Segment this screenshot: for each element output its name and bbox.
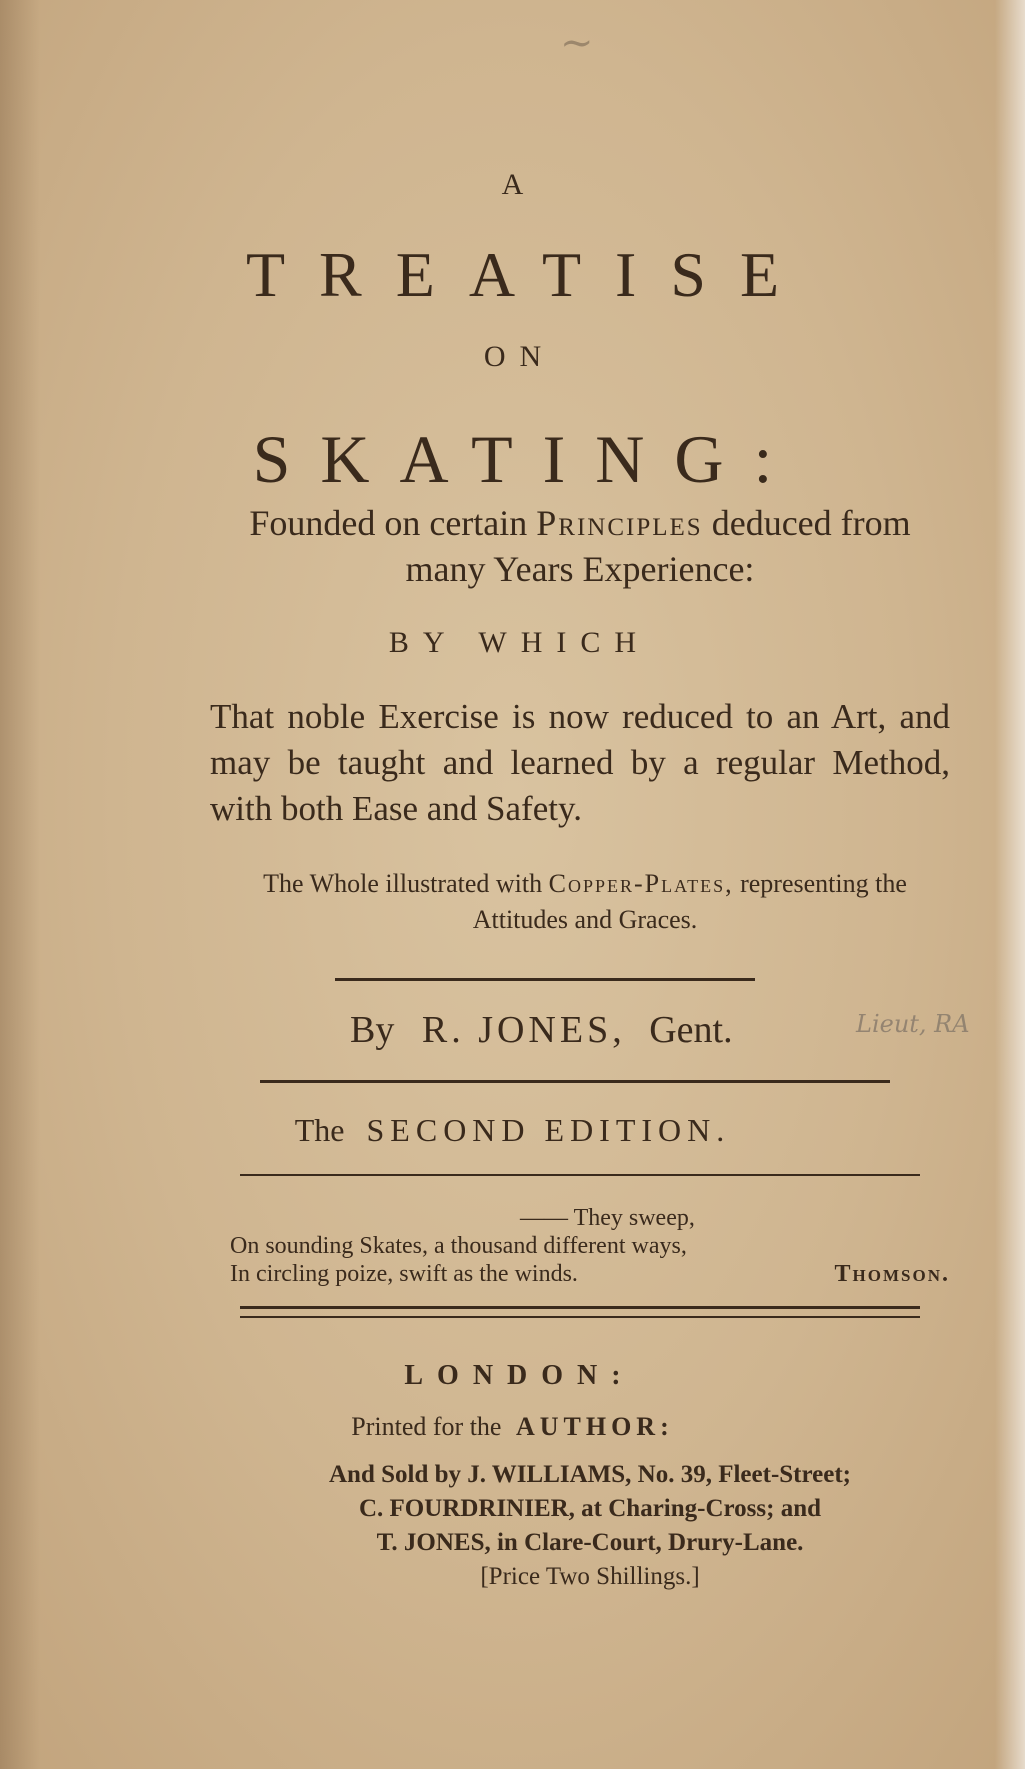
whole-copper-plates: Copper-Plates, bbox=[548, 869, 734, 898]
rule-double-bottom bbox=[240, 1316, 920, 1318]
founded-text-2: deduced from many Years Experience: bbox=[405, 503, 911, 589]
by-which: BY WHICH bbox=[388, 626, 651, 659]
description-noble-exercise: That noble Exercise is now reduced to an Art, and may be taught and learned by a regular Method, with both Ease and Safety. bbox=[210, 697, 950, 828]
poem-line-2: On sounding Skates, a thousand different ways, bbox=[230, 1233, 687, 1259]
price-line: [Price Two Shillings.] bbox=[480, 1563, 700, 1590]
poem-author: Thomson. bbox=[834, 1261, 950, 1287]
imprint-sellers bbox=[225, 1458, 955, 1594]
author-byline bbox=[350, 1008, 733, 1052]
printed-for-text: Printed for the bbox=[351, 1412, 502, 1441]
title-article: A bbox=[501, 168, 524, 201]
byline-by: By bbox=[350, 1009, 395, 1051]
founded-text-1: Founded on certain bbox=[249, 503, 528, 543]
faded-handwriting-mark: ~ bbox=[560, 20, 594, 66]
edition-caps: SECOND EDITION. bbox=[366, 1112, 731, 1148]
sold-line-2: C. FOURDRINIER, at Charing-Cross; and bbox=[358, 1495, 822, 1522]
byline-name: R. JONES, bbox=[421, 1009, 626, 1051]
edition-line bbox=[0, 1112, 1025, 1149]
title-skating: SKATING: bbox=[252, 421, 803, 497]
rule-short bbox=[335, 978, 755, 981]
handwritten-annotation: Lieut, RA bbox=[856, 1010, 970, 1038]
whole-text-1: The Whole illustrated with bbox=[263, 869, 543, 898]
rule-middle bbox=[260, 1080, 890, 1083]
sold-line-3: T. JONES, in Clare-Court, Drury-Lane. bbox=[376, 1529, 804, 1556]
illustration-note bbox=[220, 866, 950, 938]
rule-thin bbox=[240, 1174, 920, 1176]
poem-line-3-row bbox=[230, 1260, 950, 1288]
printed-for-author: AUTHOR: bbox=[515, 1412, 674, 1441]
edition-the: The bbox=[294, 1112, 345, 1148]
founded-principles: Principles bbox=[536, 503, 703, 543]
sold-line-1: And Sold by J. WILLIAMS, No. 39, Fleet-Street; bbox=[328, 1461, 851, 1488]
rule-double-top bbox=[240, 1306, 920, 1309]
poem-line-1: —— They sweep, bbox=[520, 1205, 695, 1231]
whole-text-2: representing the Attitudes and Graces. bbox=[472, 869, 907, 934]
subtitle-founded bbox=[210, 500, 950, 592]
epigraph-poem bbox=[230, 1204, 950, 1288]
byline-gent: Gent. bbox=[649, 1009, 733, 1051]
poem-line-3: In circling poize, swift as the winds. bbox=[230, 1261, 578, 1287]
imprint-london: LONDON: bbox=[404, 1360, 635, 1391]
imprint-printed-for bbox=[0, 1412, 1025, 1442]
title-on: ON bbox=[483, 340, 556, 373]
title-treatise: TREATISE bbox=[245, 239, 814, 310]
